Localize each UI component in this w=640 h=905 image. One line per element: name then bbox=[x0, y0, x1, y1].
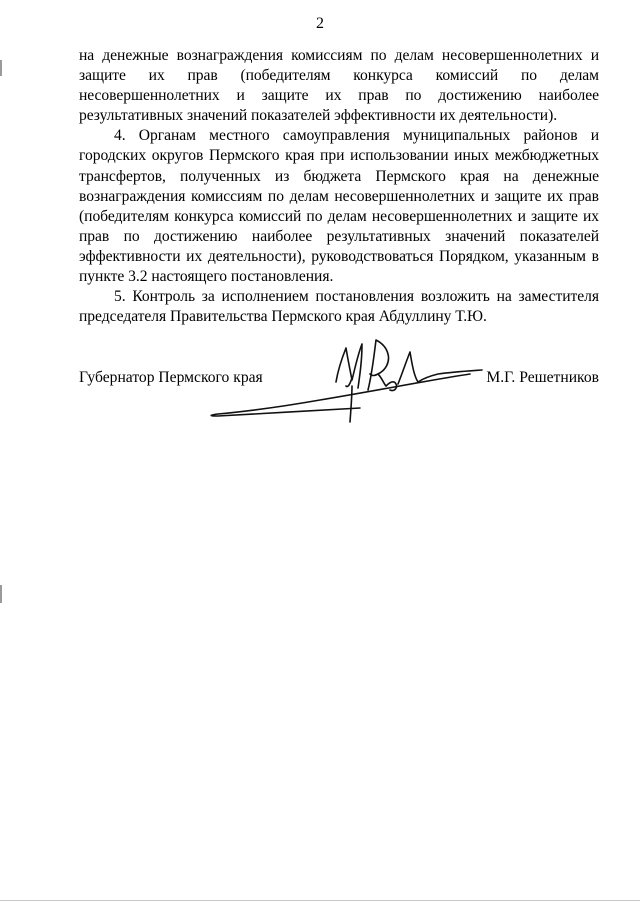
paragraph-continuation: на денежные вознаграждения комиссиям по делам несовершеннолетних и защите их прав (победителям конкурса комиссий по делам несовершеннолетних и защите их прав по достижению наиболее результативных значений показателей эффективности их деятельности). bbox=[79, 47, 599, 125]
document-body bbox=[79, 46, 599, 327]
page-number: 2 bbox=[316, 15, 324, 32]
scan-edge-mark-bottom bbox=[0, 585, 2, 603]
scan-edge-mark-top bbox=[0, 60, 2, 76]
paragraph-item-5: 5. Контроль за исполнением постановления возложить на заместителя председателя Правительства Пермского края Абдуллину Т.Ю. bbox=[79, 288, 599, 326]
scan-bottom-edge bbox=[0, 900, 640, 901]
signatory-name: М.Г. Решетников bbox=[486, 369, 599, 386]
signatory-position: Губернатор Пермского края bbox=[79, 369, 263, 386]
handwritten-signature bbox=[200, 330, 490, 430]
paragraph-item-4: 4. Органам местного самоуправления муниципальных районов и городских округов Пермского края при использовании иных межбюджетных трансфертов, полученных из бюджета Пермского края на денежные вознаграждения комиссиям по делам несовершеннолетних и защите их прав (победителям конкурса комиссий по делам несовершеннолетних и защите их прав по достижению наиболее результативных значений показателей эффективности их деятельности), руководствоваться Порядком, указанным в пункте 3.2 настоящего постановления. bbox=[79, 127, 599, 286]
